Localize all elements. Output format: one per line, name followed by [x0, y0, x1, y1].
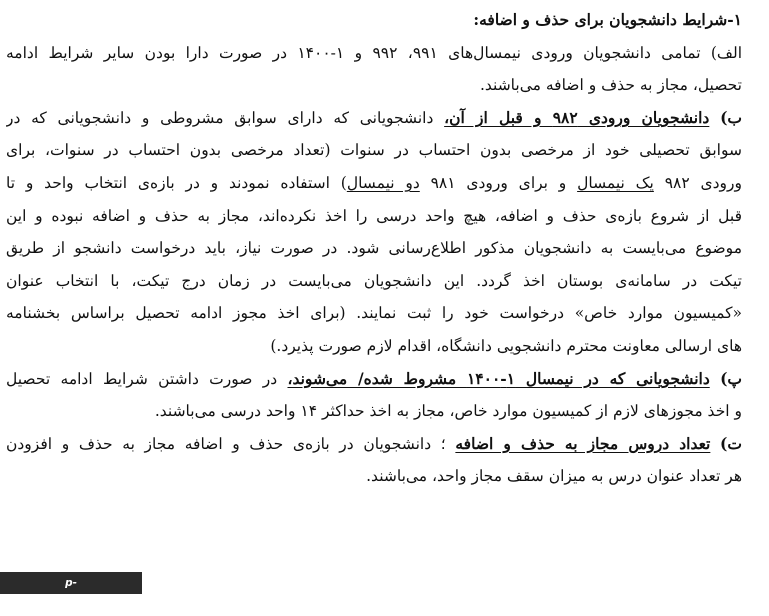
section-b-marker: ب) — [720, 107, 742, 127]
section-b-line-6: تیکت در سامانه‌ی بوستان اخذ گردد. این دانشجویان می‌بایست در زمان درج تیکت، با انتخاب عنوان — [6, 271, 742, 290]
clipped-next-line — [150, 590, 749, 602]
document-body — [6, 4, 742, 493]
section-a-line-2: تحصیل، مجاز به حذف و اضافه می‌باشند. — [479, 76, 742, 95]
section-t-line-1 — [6, 428, 742, 461]
section-b-line-3-b: و برای ورودی ۹۸۱ — [430, 173, 567, 192]
section-b-line-7: «کمیسیون موارد خاص» درخواست خود را ثبت نمایند. (برای اخذ مجوز ادامه تحصیل براساس بخشنامه — [6, 304, 742, 323]
section-b-two-semesters: دو نیمسال — [346, 173, 420, 192]
section-t-marker: ت) — [720, 433, 742, 453]
section-b-line-1 — [6, 102, 742, 135]
section-b-line-3 — [6, 167, 742, 200]
section-p-marker: پ) — [720, 368, 742, 388]
section-b-line-3-a: ورودی ۹۸۲ — [664, 173, 742, 192]
section-p-bold-lead: دانشجویانی که در نیمسال ۱-۱۴۰۰ مشروط شده/ می‌شوند، — [287, 368, 710, 388]
section-a-line-1: الف) تمامی دانشجویان ورودی نیمسال‌های ۹۹۱، ۹۹۲ و ۱-۱۴۰۰ در صورت دارا بودن سایر شرایط ادامه — [6, 43, 742, 62]
section-b-line-8: های ارسالی معاونت محترم دانشجویی دانشگاه، اقدام لازم صورت پذیرد.) — [270, 336, 742, 355]
section-b-line-4: قبل از شروع بازه‌ی حذف و اضافه، هیچ واحد درسی را اخذ نکرده‌اند، مجاز به حذف و اضافه نبوده و این — [6, 206, 742, 225]
section-heading: ۱-شرایط دانشجویان برای حذف و اضافه: — [473, 10, 742, 29]
section-b-line-3-c: ) استفاده نمودند و در بازه‌ی انتخاب واحد و تا — [6, 173, 347, 192]
section-p-line-1-rest: در صورت داشتن شرایط ادامه تحصیل — [6, 369, 278, 388]
section-p-line-2: و اخذ مجوزهای لازم از کمیسیون موارد خاص، مجاز به اخذ حداکثر ۱۴ واحد درسی می‌باشند. — [154, 402, 742, 421]
section-b-line-2: سوابق تحصیلی خود از مرخصی بدون احتساب در سنوات (تعداد مرخصی بدون احتساب در سنوات، برای — [6, 141, 742, 160]
section-b-line-5: موضوع می‌بایست به دانشجویان مذکور اطلاع‌رسانی شود. در صورت نیاز، باید درخواست دانشجو از طریق — [6, 239, 742, 258]
section-t-line-1-rest: ؛ دانشجویان در بازه‌ی حذف و اضافه مجاز به حذف و افزودن — [6, 434, 446, 453]
section-b-bold-lead: دانشجویان ورودی ۹۸۲ و قبل از آن، — [444, 107, 710, 127]
site-watermark: p-aliabadkatool.tvu.ac.ir — [0, 572, 142, 594]
section-t-bold-lead: تعداد دروس مجاز به حذف و اضافه — [455, 433, 711, 453]
section-b-one-semester: یک نیمسال — [577, 173, 654, 192]
section-t-line-2: هر تعداد عنوان درس به میزان سقف مجاز واحد، می‌باشند. — [366, 467, 742, 486]
section-b-line-1-rest: دانشجویانی که دارای سوابق مشروطی و دانشجویانی که در — [6, 108, 434, 127]
section-p-line-1 — [6, 363, 742, 396]
